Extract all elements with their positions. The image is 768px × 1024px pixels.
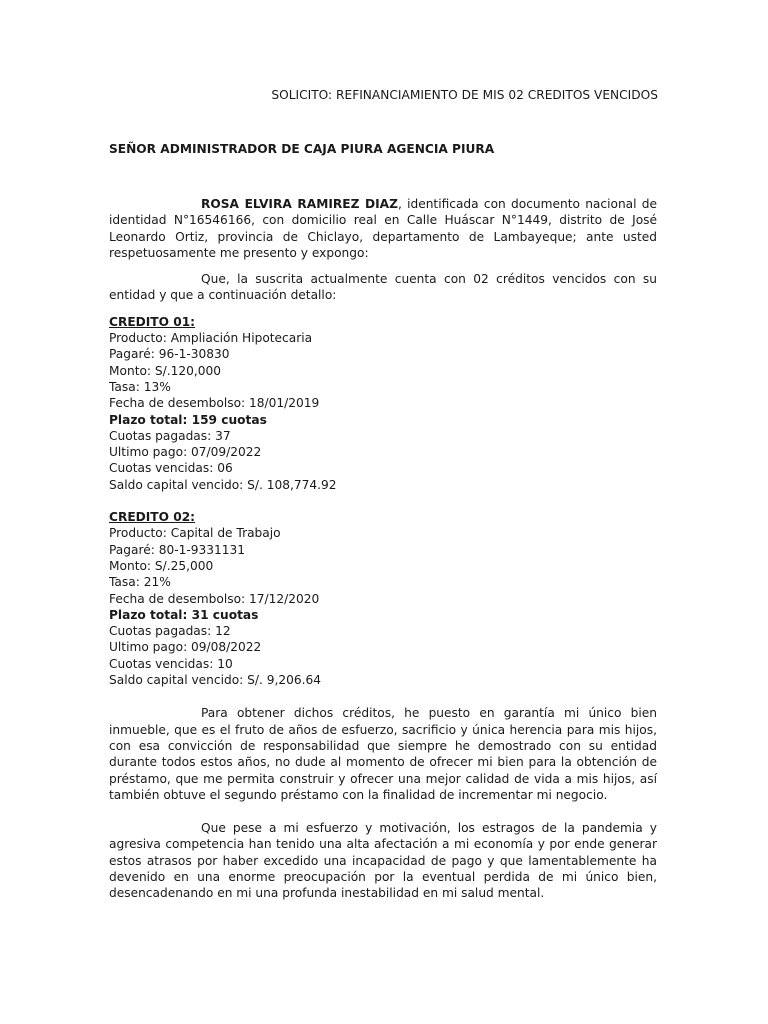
pandemic-paragraph: Que pese a mi esfuerzo y motivación, los estragos de la pandemia y agresiva competencia han tenido una alta afectación a mi economía y por ende generar estos atrasos por haber excedido una incapacidad de pago y que lamentablemente ha devenido en una enorme preocupación por la eventual perdida de mi único bien, desencadenando en mi una profunda inestabilidad en mi salud mental. (109, 821, 657, 901)
credit-02-fecha: Fecha de desembolso: 17/12/2020 (109, 591, 320, 606)
guarantee-paragraph: Para obtener dichos créditos, he puesto en garantía mi único bien inmueble, que es el fruto de años de esfuerzo, sacrificio y única herencia para mis hijos, con esa convicción de responsabilidad que siempre he demostrado con su entidad durante todos estos años, no dude al momento de ofrecer mi bien para la obtención de préstamo, que me permita construir y ofrecer una mejor calidad de vida a mis hijos, así también obtuve el segundo préstamo con la finalidad de incrementar mi negocio. (109, 706, 657, 802)
statement-paragraph: Que, la suscrita actualmente cuenta con 02 créditos vencidos con su entidad y que a continuación detallo: (109, 272, 657, 303)
credit-02-block (109, 509, 657, 688)
credit-01-fecha: Fecha de desembolso: 18/01/2019 (109, 396, 320, 411)
credit-02-monto: Monto: S/.25,000 (109, 558, 214, 573)
credit-01-monto: Monto: S/.120,000 (109, 363, 222, 378)
applicant-name: ROSA ELVIRA RAMIREZ DIAZ (201, 197, 398, 211)
letter-body (109, 196, 657, 902)
credit-02-pagare: Pagaré: 80-1-9331131 (109, 542, 246, 557)
credit-02-plazo: Plazo total: 31 cuotas (109, 607, 259, 622)
credit-02-tasa: Tasa: 21% (109, 575, 171, 590)
credit-01-vencidas: Cuotas vencidas: 06 (109, 461, 233, 476)
credit-01-plazo: Plazo total: 159 cuotas (109, 412, 267, 427)
credit-01-pagadas: Cuotas pagadas: 37 (109, 428, 231, 443)
credit-02-pagadas: Cuotas pagadas: 12 (109, 624, 231, 639)
credit-02-ultimo: Ultimo pago: 09/08/2022 (109, 640, 262, 655)
credit-01-pagare: Pagaré: 96-1-30830 (109, 347, 230, 362)
intro-text: , identificada con documento nacional de identidad N°16546166, con domicilio real en Calle Huáscar N°1449, distrito de José Leonardo Ortiz, provincia de Chiclayo, departamento de Lambayeque; ante usted respetuosamente me presento y expongo: (109, 197, 658, 260)
intro-paragraph (109, 196, 657, 261)
credit-01-ultimo: Ultimo pago: 07/09/2022 (109, 445, 262, 460)
credit-02-heading: CREDITO 02: (109, 510, 196, 525)
credit-02-producto: Producto: Capital de Trabajo (109, 526, 281, 541)
subject-line: SOLICITO: REFINANCIAMIENTO DE MIS 02 CREDITOS VENCIDOS (271, 88, 658, 102)
addressee-line: SEÑOR ADMINISTRADOR DE CAJA PIURA AGENCIA PIURA (109, 142, 495, 156)
credit-01-block (109, 314, 657, 493)
credit-02-saldo: Saldo capital vencido: S/. 9,206.64 (109, 673, 322, 688)
credit-02-vencidas: Cuotas vencidas: 10 (109, 656, 233, 671)
credit-01-heading: CREDITO 01: (109, 314, 196, 329)
credit-01-producto: Producto: Ampliación Hipotecaria (109, 331, 313, 346)
credit-01-tasa: Tasa: 13% (109, 379, 171, 394)
credit-01-saldo: Saldo capital vencido: S/. 108,774.92 (109, 477, 337, 492)
